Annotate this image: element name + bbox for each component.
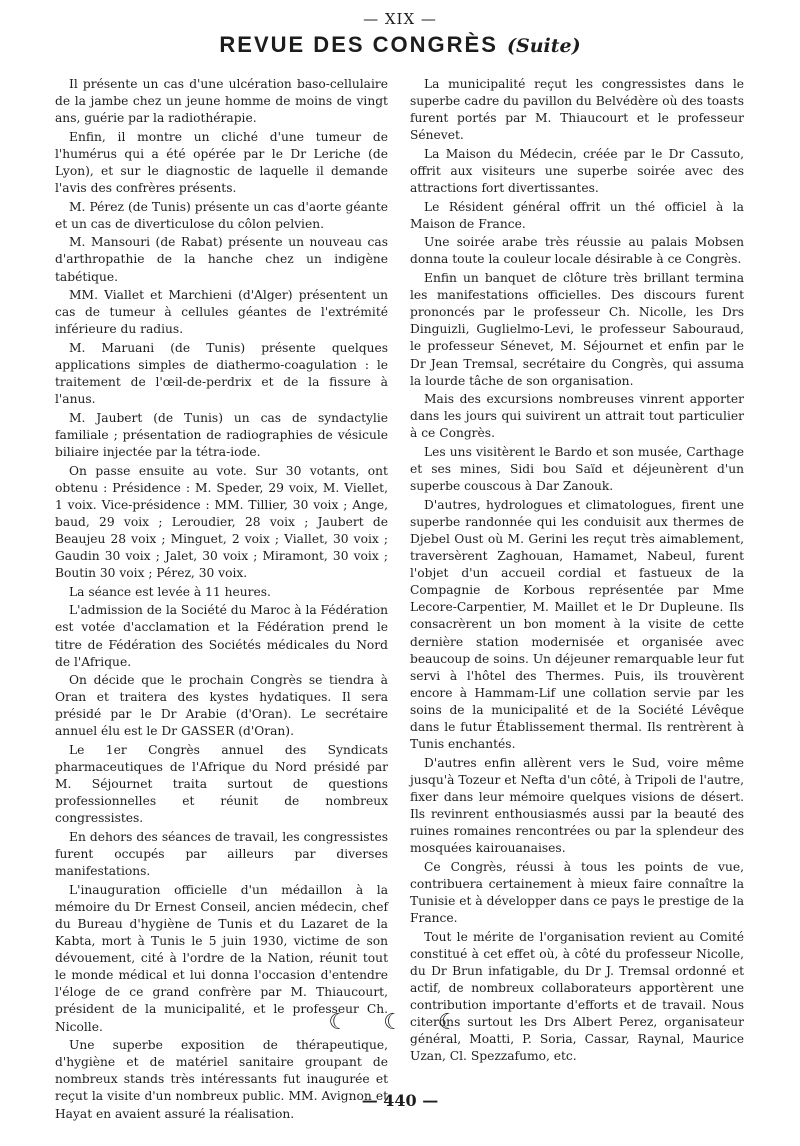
paragraph: Tout le mérite de l'organisation revient au Comité constitué à cet effet où, à côté du professeur Nicolle, du Dr Brun infatigable, du Dr J. Tremsal ordonné et actif, de nombreux collaborateurs apportèrent une contribution importante d'efforts et de travail. Nous citerons surtout les Drs Albert Perez, organisateur général, Moatti, P. Soria, Cassar, Raynal, Maurice Uzan, Cl. Spezzafumo, etc. — [410, 929, 744, 1064]
paragraph: La Maison du Médecin, créée par le Dr Cassuto, offrit aux visiteurs une superbe soirée avec des attractions fort divertissantes. — [410, 146, 744, 196]
title-suite: (Suite) — [506, 35, 581, 57]
paragraph: Le 1er Congrès annuel des Syndicats pharmaceutiques de l'Afrique du Nord présidé par M. Séjournet traita surtout de questions professionnelles et réunit de nombreux congressistes. — [55, 743, 388, 826]
paragraph: Enfin un banquet de clôture très brillant termina les manifestations officielles. Des discours furent prononcés par le professeur Ch. Nicolle, les Drs Dinguizli, Guglielmo-Levi, le professeur Sabouraud, le professeur Sénevet, M. Séjournet et enfin par le Dr Jean Tremsal, secrétaire du Congrès, qui assuma la lourde tâche de son organisation. — [410, 271, 744, 388]
paragraph: M. Mansouri (de Rabat) présente un nouveau cas d'arthropathie de la hanche chez un indigène tabétique. — [55, 235, 388, 284]
paragraph: MM. Viallet et Marchieni (d'Alger) présentent un cas de tumeur à cellules géantes de l'extrémité inférieure du radius. — [55, 288, 388, 337]
paragraph: Le Résident général offrit un thé officiel à la Maison de France. — [410, 199, 744, 231]
paragraph: L'inauguration officielle d'un médaillon à la mémoire du Dr Ernest Conseil, ancien médecin, chef du Bureau d'hygiène de Tunis et du Lazaret de la Kabta, mort à Tunis le 5 juin 1930, victime de son dévouement, cité à l'ordre de la Nation, réunit tout le monde médical et lui donna l'occasion d'entendre l'éloge de ce grand confrère par M. Thiaucourt, président de la municipalité, et le professeur Ch. Nicolle. — [55, 882, 388, 1034]
right-column — [410, 76, 744, 1067]
paragraph: Il présente un cas d'une ulcération baso-cellulaire de la jambe chez un jeune homme de moins de vingt ans, guérie par la radiothérapie. — [55, 77, 388, 126]
paragraph: La séance est levée à 11 heures. — [69, 584, 271, 599]
left-column — [55, 76, 388, 1124]
page-header-roman: — XIX — — [363, 10, 437, 28]
paragraph: Les uns visitèrent le Bardo et son musée, Carthage et ses mines, Sidi bou Saïd et déjeunèrent d'un superbe couscous à Dar Zanouk. — [410, 444, 744, 494]
title-main: REVUE DES CONGRÈS — [219, 32, 498, 57]
article-title — [0, 32, 800, 58]
paragraph: M. Pérez (de Tunis) présente un cas d'aorte géante et un cas de diverticulose du côlon pelvien. — [55, 199, 388, 231]
paragraph: En dehors des séances de travail, les congressistes furent occupés par ailleurs par diverses manifestations. — [55, 830, 388, 879]
paragraph: Ce Congrès, réussi à tous les points de vue, contribuera certainement à mieux faire connaître la Tunisie et à développer dans ce pays le prestige de la France. — [410, 859, 744, 925]
paragraph: On décide que le prochain Congrès se tiendra à Oran et traitera des kystes hydatiques. Il sera présidé par le Dr Arabie (d'Oran). Le secrétaire annuel élu est le Dr GASSER (d'Oran). — [55, 673, 388, 739]
paragraph: Une superbe exposition de thérapeutique, d'hygiène et de matériel sanitaire groupant de nombreux stands très intéressants fut inaugurée et reçut la visite d'un nombreux public. MM. Avignon et Hayat en avaient assuré la réalisation. — [55, 1038, 388, 1121]
moon-ornament-icon: ☾ ☾ ☾ — [328, 1010, 472, 1035]
paragraph: La municipalité reçut les congressistes dans le superbe cadre du pavillon du Belvédère où des toasts furent portés par M. Thiaucourt et le professeur Sénevet. — [410, 77, 744, 143]
paragraph: M. Maruani (de Tunis) présente quelques applications simples de diathermo-coagulation : le traitement de l'œil-de-perdrix et de la fissure à l'anus. — [55, 340, 388, 407]
paragraph: On passe ensuite au vote. Sur 30 votants, ont obtenu : Présidence : M. Speder, 29 voix, M. Viellet, 1 voix. Vice-présidence : MM. Tillier, 30 voix ; Ange, baud, 29 voix ; Leroudier, 28 voix ; Jaubert de Beaujeu 28 voix ; Minguet, 2 voix ; Viallet, 30 voix ; Gaudin 30 voix ; Jalet, 30 voix ; Miramont, 30 voix ; Boutin 30 voix ; Pérez, 30 voix. — [55, 463, 388, 581]
paragraph: Mais des excursions nombreuses vinrent apporter dans les jours qui suivirent un attrait tout particulier à ce Congrès. — [410, 392, 744, 441]
paragraph: Enfin, il montre un cliché d'une tumeur de l'humérus qui a été opérée par le Dr Leriche (de Lyon), et sur le diagnostic de laquelle il demande l'avis des confrères présents. — [55, 129, 388, 196]
paragraph: D'autres, hydrologues et climatologues, firent une superbe randonnée qui les conduisit aux thermes de Djebel Oust où M. Gerini les reçut très aimablement, traversèrent Zaghouan, Hamamet, Nabeul, furent l'objet d'un accueil cordial et fastueux de la Compagnie de Korbous représentée par Mme Lecore-Carpentier, M. Maillet et le Dr Dupleune. Ils consacrèrent un bon moment à la visite de cette dernière station modernisée et organisée avec beaucoup de soins. Un déjeuner remarquable leur fut servi à l'hôtel des Thermes. Puis, ils trouvèrent encore à Hammam-Lif une collation servie par les soins de la municipalité et de la Société Lévêque dans le futur Établissement thermal. Ils rentrèrent à Tunis enchantés. — [410, 497, 744, 752]
paragraph: Une soirée arabe très réussie au palais Mobsen donna toute la couleur locale désirable à ce Congrès. — [410, 235, 744, 267]
paragraph: M. Jaubert (de Tunis) un cas de syndactylie familiale ; présentation de radiographies de vésicule biliaire injectée par la tétra-iode. — [55, 410, 388, 459]
page-number: — 440 — — [361, 1091, 439, 1110]
paragraph: D'autres enfin allèrent vers le Sud, voire même jusqu'à Tozeur et Nefta d'un côté, à Tripoli de l'autre, fixer dans leur mémoire quelques visions de désert. Ils revinrent enthousiasmés aussi par la beauté des ruines romaines rencontrées ou par la splendeur des mosquées kairouanaises. — [410, 755, 744, 856]
paragraph: L'admission de la Société du Maroc à la Fédération est votée d'acclamation et la Fédération prend le titre de Fédération des Sociétés médicales du Nord de l'Afrique. — [55, 603, 388, 669]
